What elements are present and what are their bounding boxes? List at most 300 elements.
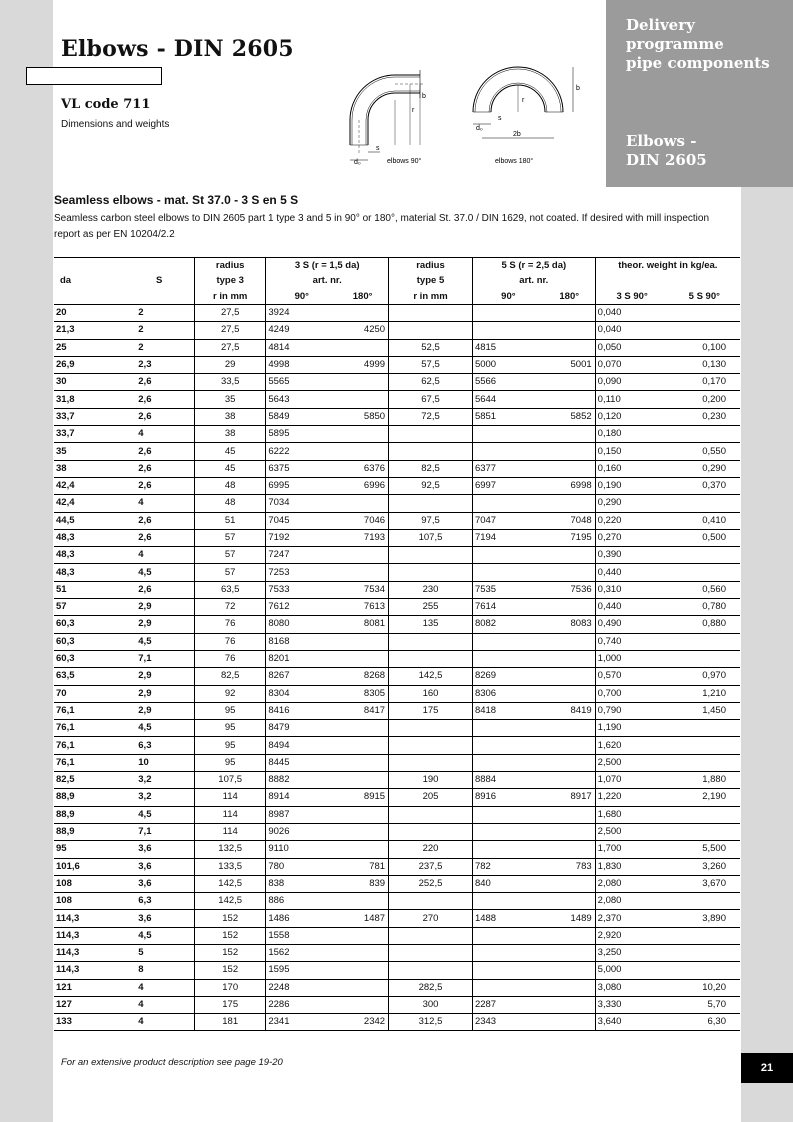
5s-90-head: 90° bbox=[472, 288, 543, 305]
table-cell: 60,3 bbox=[54, 650, 124, 667]
table-cell: 2 bbox=[124, 339, 194, 356]
table-cell: 2,6 bbox=[124, 443, 194, 460]
table-cell: 30 bbox=[54, 374, 124, 391]
table-cell: 6998 bbox=[544, 477, 595, 494]
table-cell bbox=[337, 944, 388, 961]
table-cell bbox=[669, 927, 740, 944]
table-cell: 72 bbox=[195, 599, 266, 616]
table-cell: 3,6 bbox=[124, 841, 194, 858]
table-cell: 3,2 bbox=[124, 772, 194, 789]
table-cell: 1,880 bbox=[669, 772, 740, 789]
radius3-head-2: type 3 bbox=[195, 273, 266, 288]
table-cell bbox=[337, 772, 388, 789]
table-cell bbox=[472, 737, 543, 754]
table-cell: 8080 bbox=[266, 616, 337, 633]
table-cell: 7193 bbox=[337, 529, 388, 546]
table-cell: 6,3 bbox=[124, 737, 194, 754]
table-cell: 4814 bbox=[266, 339, 337, 356]
table-cell bbox=[472, 979, 543, 996]
table-cell bbox=[544, 720, 595, 737]
table-cell bbox=[544, 944, 595, 961]
table-cell: 5,000 bbox=[595, 962, 668, 979]
table-cell: 0,270 bbox=[595, 529, 668, 546]
table-cell: 3,250 bbox=[595, 944, 668, 961]
table-cell: 7192 bbox=[266, 529, 337, 546]
table-cell: 1,220 bbox=[595, 789, 668, 806]
table-cell bbox=[337, 962, 388, 979]
d0-label-90: d₀ bbox=[354, 159, 361, 166]
table-cell bbox=[544, 599, 595, 616]
table-cell bbox=[544, 754, 595, 771]
table-cell bbox=[389, 426, 473, 443]
table-cell: 6997 bbox=[472, 477, 543, 494]
table-cell: 7048 bbox=[544, 512, 595, 529]
table-cell: 82,5 bbox=[54, 772, 124, 789]
table-cell: 0,490 bbox=[595, 616, 668, 633]
table-cell: 8419 bbox=[544, 702, 595, 719]
table-cell: 0,560 bbox=[669, 581, 740, 598]
table-cell bbox=[544, 460, 595, 477]
table-cell bbox=[669, 426, 740, 443]
table-cell: 7536 bbox=[544, 581, 595, 598]
table-cell: 3,6 bbox=[124, 858, 194, 875]
table-cell: 114,3 bbox=[54, 910, 124, 927]
table-cell: 108 bbox=[54, 875, 124, 892]
vl-code: VL code 711 bbox=[61, 97, 151, 112]
table-cell: 35 bbox=[54, 443, 124, 460]
table-cell bbox=[337, 927, 388, 944]
table-cell: 7,1 bbox=[124, 650, 194, 667]
table-cell bbox=[669, 650, 740, 667]
table-cell: 108 bbox=[54, 893, 124, 910]
table-cell: 2,9 bbox=[124, 668, 194, 685]
table-cell: 95 bbox=[195, 754, 266, 771]
table-cell: 38 bbox=[195, 426, 266, 443]
table-row bbox=[54, 616, 740, 633]
table-cell: 2,6 bbox=[124, 408, 194, 425]
table-cell bbox=[472, 720, 543, 737]
table-cell bbox=[389, 806, 473, 823]
table-cell bbox=[544, 391, 595, 408]
table-cell: 3,670 bbox=[669, 875, 740, 892]
table-cell bbox=[544, 443, 595, 460]
table-cell: 4,5 bbox=[124, 927, 194, 944]
table-cell: 9026 bbox=[266, 823, 337, 840]
page-number: 21 bbox=[741, 1053, 793, 1083]
table-cell: 1,190 bbox=[595, 720, 668, 737]
table-cell: 8416 bbox=[266, 702, 337, 719]
table-cell: 8916 bbox=[472, 789, 543, 806]
radius3-head-3: r in mm bbox=[195, 288, 266, 305]
table-cell: 4 bbox=[124, 495, 194, 512]
table-row bbox=[54, 702, 740, 719]
table-cell: 6,30 bbox=[669, 1014, 740, 1031]
table-cell: 2341 bbox=[266, 1014, 337, 1031]
table-cell bbox=[389, 962, 473, 979]
table-cell: 3,6 bbox=[124, 875, 194, 892]
table-cell: 8082 bbox=[472, 616, 543, 633]
table-cell: 220 bbox=[389, 841, 473, 858]
table-cell: 135 bbox=[389, 616, 473, 633]
table-cell bbox=[337, 495, 388, 512]
table-row bbox=[54, 512, 740, 529]
table-cell: 781 bbox=[337, 858, 388, 875]
table-cell: 205 bbox=[389, 789, 473, 806]
table-cell: 838 bbox=[266, 875, 337, 892]
table-cell: 237,5 bbox=[389, 858, 473, 875]
table-cell bbox=[389, 305, 473, 322]
table-cell: 95 bbox=[195, 702, 266, 719]
table-cell: 95 bbox=[195, 720, 266, 737]
table-cell: 62,5 bbox=[389, 374, 473, 391]
table-cell: 7195 bbox=[544, 529, 595, 546]
radius5-head-3: r in mm bbox=[389, 288, 473, 305]
table-cell: 4250 bbox=[337, 322, 388, 339]
table-cell: 4,5 bbox=[124, 806, 194, 823]
table-cell: 97,5 bbox=[389, 512, 473, 529]
table-row bbox=[54, 443, 740, 460]
r-label-90: r bbox=[412, 107, 415, 114]
table-cell bbox=[389, 754, 473, 771]
table-cell: 6375 bbox=[266, 460, 337, 477]
table-cell: 33,5 bbox=[195, 374, 266, 391]
table-cell bbox=[669, 893, 740, 910]
table-cell bbox=[669, 737, 740, 754]
table-cell: 5850 bbox=[337, 408, 388, 425]
b-label-180: b bbox=[576, 85, 580, 92]
table-cell: 4998 bbox=[266, 356, 337, 373]
table-cell: 38 bbox=[195, 408, 266, 425]
table-cell: 7034 bbox=[266, 495, 337, 512]
table-cell: 4 bbox=[124, 426, 194, 443]
table-cell bbox=[472, 426, 543, 443]
table-cell bbox=[472, 962, 543, 979]
table-cell: 2342 bbox=[337, 1014, 388, 1031]
table-cell: 2,920 bbox=[595, 927, 668, 944]
table-cell: 0,070 bbox=[595, 356, 668, 373]
table-cell: 2343 bbox=[472, 1014, 543, 1031]
table-cell: 4 bbox=[124, 996, 194, 1013]
radius3-head-1: radius bbox=[195, 258, 266, 274]
table-cell: 8168 bbox=[266, 633, 337, 650]
elbow-table bbox=[54, 257, 740, 1031]
table-cell bbox=[337, 650, 388, 667]
table-cell: 170 bbox=[195, 979, 266, 996]
table-cell bbox=[544, 668, 595, 685]
table-cell: 76 bbox=[195, 616, 266, 633]
table-cell: 0,740 bbox=[595, 633, 668, 650]
table-cell: 4 bbox=[124, 1014, 194, 1031]
table-cell: 0,290 bbox=[595, 495, 668, 512]
table-cell bbox=[669, 806, 740, 823]
table-cell bbox=[389, 893, 473, 910]
table-cell: 6377 bbox=[472, 460, 543, 477]
table-cell: 840 bbox=[472, 875, 543, 892]
table-cell: 1,680 bbox=[595, 806, 668, 823]
table-row bbox=[54, 650, 740, 667]
table-cell bbox=[337, 754, 388, 771]
table-cell: 6,3 bbox=[124, 893, 194, 910]
table-cell: 57 bbox=[195, 529, 266, 546]
table-cell: 132,5 bbox=[195, 841, 266, 858]
table-row bbox=[54, 841, 740, 858]
table-row bbox=[54, 322, 740, 339]
table-cell: 42,4 bbox=[54, 495, 124, 512]
table-cell: 2,370 bbox=[595, 910, 668, 927]
table-cell bbox=[544, 564, 595, 581]
table-cell: 0,370 bbox=[669, 477, 740, 494]
table-cell: 76 bbox=[195, 650, 266, 667]
table-cell: 312,5 bbox=[389, 1014, 473, 1031]
r-label-180: r bbox=[522, 97, 525, 104]
col-da-label: da bbox=[60, 275, 72, 286]
page-title: Elbows - DIN 2605 bbox=[61, 36, 294, 62]
table-row bbox=[54, 495, 740, 512]
table-cell: 1,620 bbox=[595, 737, 668, 754]
table-cell: 88,9 bbox=[54, 823, 124, 840]
table-cell bbox=[472, 841, 543, 858]
table-cell: 51 bbox=[54, 581, 124, 598]
table-cell: 255 bbox=[389, 599, 473, 616]
table-cell bbox=[544, 996, 595, 1013]
table-cell bbox=[337, 893, 388, 910]
table-cell: 1,000 bbox=[595, 650, 668, 667]
table-cell bbox=[544, 823, 595, 840]
table-cell: 4249 bbox=[266, 322, 337, 339]
table-cell bbox=[544, 875, 595, 892]
table-row bbox=[54, 754, 740, 771]
table-cell: 9110 bbox=[266, 841, 337, 858]
table-cell: 51 bbox=[195, 512, 266, 529]
table-cell: 0,090 bbox=[595, 374, 668, 391]
table-cell: 7612 bbox=[266, 599, 337, 616]
table-cell: 270 bbox=[389, 910, 473, 927]
table-row bbox=[54, 944, 740, 961]
table-cell: 0,390 bbox=[595, 547, 668, 564]
table-row bbox=[54, 806, 740, 823]
table-row bbox=[54, 685, 740, 702]
table-row bbox=[54, 789, 740, 806]
table-cell: 114 bbox=[195, 789, 266, 806]
table-cell: 21,3 bbox=[54, 322, 124, 339]
table-cell: 33,7 bbox=[54, 408, 124, 425]
table-cell bbox=[544, 806, 595, 823]
table-cell: 142,5 bbox=[195, 875, 266, 892]
table-cell bbox=[669, 962, 740, 979]
table-cell: 0,780 bbox=[669, 599, 740, 616]
table-cell: 2,500 bbox=[595, 823, 668, 840]
table-cell bbox=[544, 927, 595, 944]
table-cell: 45 bbox=[195, 460, 266, 477]
s-label-180: s bbox=[498, 115, 502, 122]
table-row bbox=[54, 772, 740, 789]
table-cell bbox=[337, 979, 388, 996]
table-cell: 5644 bbox=[472, 391, 543, 408]
table-cell bbox=[544, 633, 595, 650]
table-cell: 5001 bbox=[544, 356, 595, 373]
table-cell: 8269 bbox=[472, 668, 543, 685]
table-cell: 63,5 bbox=[195, 581, 266, 598]
table-cell bbox=[544, 685, 595, 702]
table-cell: 25 bbox=[54, 339, 124, 356]
table-cell: 6376 bbox=[337, 460, 388, 477]
table-cell: 3,640 bbox=[595, 1014, 668, 1031]
table-cell: 48,3 bbox=[54, 564, 124, 581]
table-cell: 0,550 bbox=[669, 443, 740, 460]
table-row bbox=[54, 356, 740, 373]
table-cell: 839 bbox=[337, 875, 388, 892]
table-cell: 252,5 bbox=[389, 875, 473, 892]
table-cell bbox=[669, 547, 740, 564]
table-cell: 0,100 bbox=[669, 339, 740, 356]
3s-90-head: 90° bbox=[266, 288, 337, 305]
table-cell: 8306 bbox=[472, 685, 543, 702]
table-cell bbox=[472, 754, 543, 771]
dimensions-label: Dimensions and weights bbox=[61, 119, 170, 130]
table-row bbox=[54, 737, 740, 754]
table-row bbox=[54, 426, 740, 443]
table-cell: 8917 bbox=[544, 789, 595, 806]
table-cell: 4,5 bbox=[124, 720, 194, 737]
table-cell bbox=[389, 944, 473, 961]
table-cell: 27,5 bbox=[195, 339, 266, 356]
table-cell: 2,6 bbox=[124, 581, 194, 598]
table-cell: 114 bbox=[195, 806, 266, 823]
table-cell bbox=[389, 322, 473, 339]
table-cell: 35 bbox=[195, 391, 266, 408]
table-cell: 181 bbox=[195, 1014, 266, 1031]
table-cell: 3924 bbox=[266, 305, 337, 322]
table-cell: 5849 bbox=[266, 408, 337, 425]
table-cell: 4 bbox=[124, 547, 194, 564]
table-row bbox=[54, 1014, 740, 1031]
table-cell bbox=[337, 996, 388, 1013]
table-cell: 44,5 bbox=[54, 512, 124, 529]
table-cell bbox=[544, 650, 595, 667]
table-cell: 7535 bbox=[472, 581, 543, 598]
table-cell bbox=[389, 547, 473, 564]
table-cell: 0,040 bbox=[595, 305, 668, 322]
table-cell: 1,700 bbox=[595, 841, 668, 858]
radius5-head-1: radius bbox=[389, 258, 473, 274]
5s-head: 5 S (r = 2,5 da) bbox=[472, 258, 595, 274]
table-cell: 8418 bbox=[472, 702, 543, 719]
table-row bbox=[54, 477, 740, 494]
table-cell bbox=[472, 564, 543, 581]
table-row bbox=[54, 668, 740, 685]
table-cell bbox=[544, 426, 595, 443]
table-cell: 6222 bbox=[266, 443, 337, 460]
table-cell bbox=[337, 806, 388, 823]
table-cell: 63,5 bbox=[54, 668, 124, 685]
table-cell: 1487 bbox=[337, 910, 388, 927]
table-cell bbox=[389, 927, 473, 944]
table-cell: 0,190 bbox=[595, 477, 668, 494]
table-cell: 31,8 bbox=[54, 391, 124, 408]
right-margin-band bbox=[741, 187, 793, 1122]
table-cell bbox=[389, 720, 473, 737]
table-cell: 2,080 bbox=[595, 875, 668, 892]
table-cell: 20 bbox=[54, 305, 124, 322]
table-cell: 8915 bbox=[337, 789, 388, 806]
table-cell: 2,6 bbox=[124, 374, 194, 391]
table-cell bbox=[472, 322, 543, 339]
table-cell: 5852 bbox=[544, 408, 595, 425]
table-cell: 0,230 bbox=[669, 408, 740, 425]
table-cell bbox=[544, 374, 595, 391]
table-cell bbox=[544, 979, 595, 996]
col-s-label: S bbox=[155, 275, 163, 286]
table-cell bbox=[337, 823, 388, 840]
table-cell: 2,6 bbox=[124, 391, 194, 408]
table-cell: 27,5 bbox=[195, 305, 266, 322]
table-cell: 60,3 bbox=[54, 616, 124, 633]
table-cell: 0,790 bbox=[595, 702, 668, 719]
table-cell: 29 bbox=[195, 356, 266, 373]
table-cell: 142,5 bbox=[195, 893, 266, 910]
table-cell: 8494 bbox=[266, 737, 337, 754]
table-cell: 0,120 bbox=[595, 408, 668, 425]
table-cell: 780 bbox=[266, 858, 337, 875]
table-cell: 152 bbox=[195, 927, 266, 944]
table-cell: 7046 bbox=[337, 512, 388, 529]
table-cell: 8914 bbox=[266, 789, 337, 806]
table-cell: 88,9 bbox=[54, 789, 124, 806]
table-cell: 26,9 bbox=[54, 356, 124, 373]
table-cell: 57 bbox=[195, 564, 266, 581]
table-row bbox=[54, 408, 740, 425]
table-cell: 1,210 bbox=[669, 685, 740, 702]
table-cell: 2,9 bbox=[124, 599, 194, 616]
table-cell: 2,190 bbox=[669, 789, 740, 806]
table-cell bbox=[544, 1014, 595, 1031]
table-cell: 114 bbox=[195, 823, 266, 840]
table-row bbox=[54, 339, 740, 356]
table-cell: 48 bbox=[195, 495, 266, 512]
s-label-90: s bbox=[376, 145, 380, 152]
table-cell bbox=[337, 720, 388, 737]
table-cell: 1486 bbox=[266, 910, 337, 927]
title-underline-box bbox=[26, 67, 162, 85]
table-row bbox=[54, 996, 740, 1013]
table-cell: 2,3 bbox=[124, 356, 194, 373]
table-cell: 57 bbox=[195, 547, 266, 564]
table-row bbox=[54, 460, 740, 477]
table-cell: 7533 bbox=[266, 581, 337, 598]
table-cell: 2,6 bbox=[124, 529, 194, 546]
weight-head: theor. weight in kg/ea. bbox=[595, 258, 740, 274]
table-cell: 8201 bbox=[266, 650, 337, 667]
b-label-90: b bbox=[422, 93, 426, 100]
table-cell bbox=[472, 893, 543, 910]
table-cell bbox=[337, 633, 388, 650]
table-cell: 114,3 bbox=[54, 962, 124, 979]
table-cell: 52,5 bbox=[389, 339, 473, 356]
table-cell bbox=[389, 737, 473, 754]
table-cell: 92 bbox=[195, 685, 266, 702]
table-cell bbox=[669, 564, 740, 581]
table-cell: 0,220 bbox=[595, 512, 668, 529]
table-cell: 0,040 bbox=[595, 322, 668, 339]
table-cell: 1562 bbox=[266, 944, 337, 961]
table-cell: 8304 bbox=[266, 685, 337, 702]
table-cell: 0,290 bbox=[669, 460, 740, 477]
table-cell: 48,3 bbox=[54, 529, 124, 546]
left-margin-band bbox=[0, 0, 53, 1122]
table-cell: 152 bbox=[195, 910, 266, 927]
3s-180-head: 180° bbox=[337, 288, 388, 305]
table-cell: 1488 bbox=[472, 910, 543, 927]
